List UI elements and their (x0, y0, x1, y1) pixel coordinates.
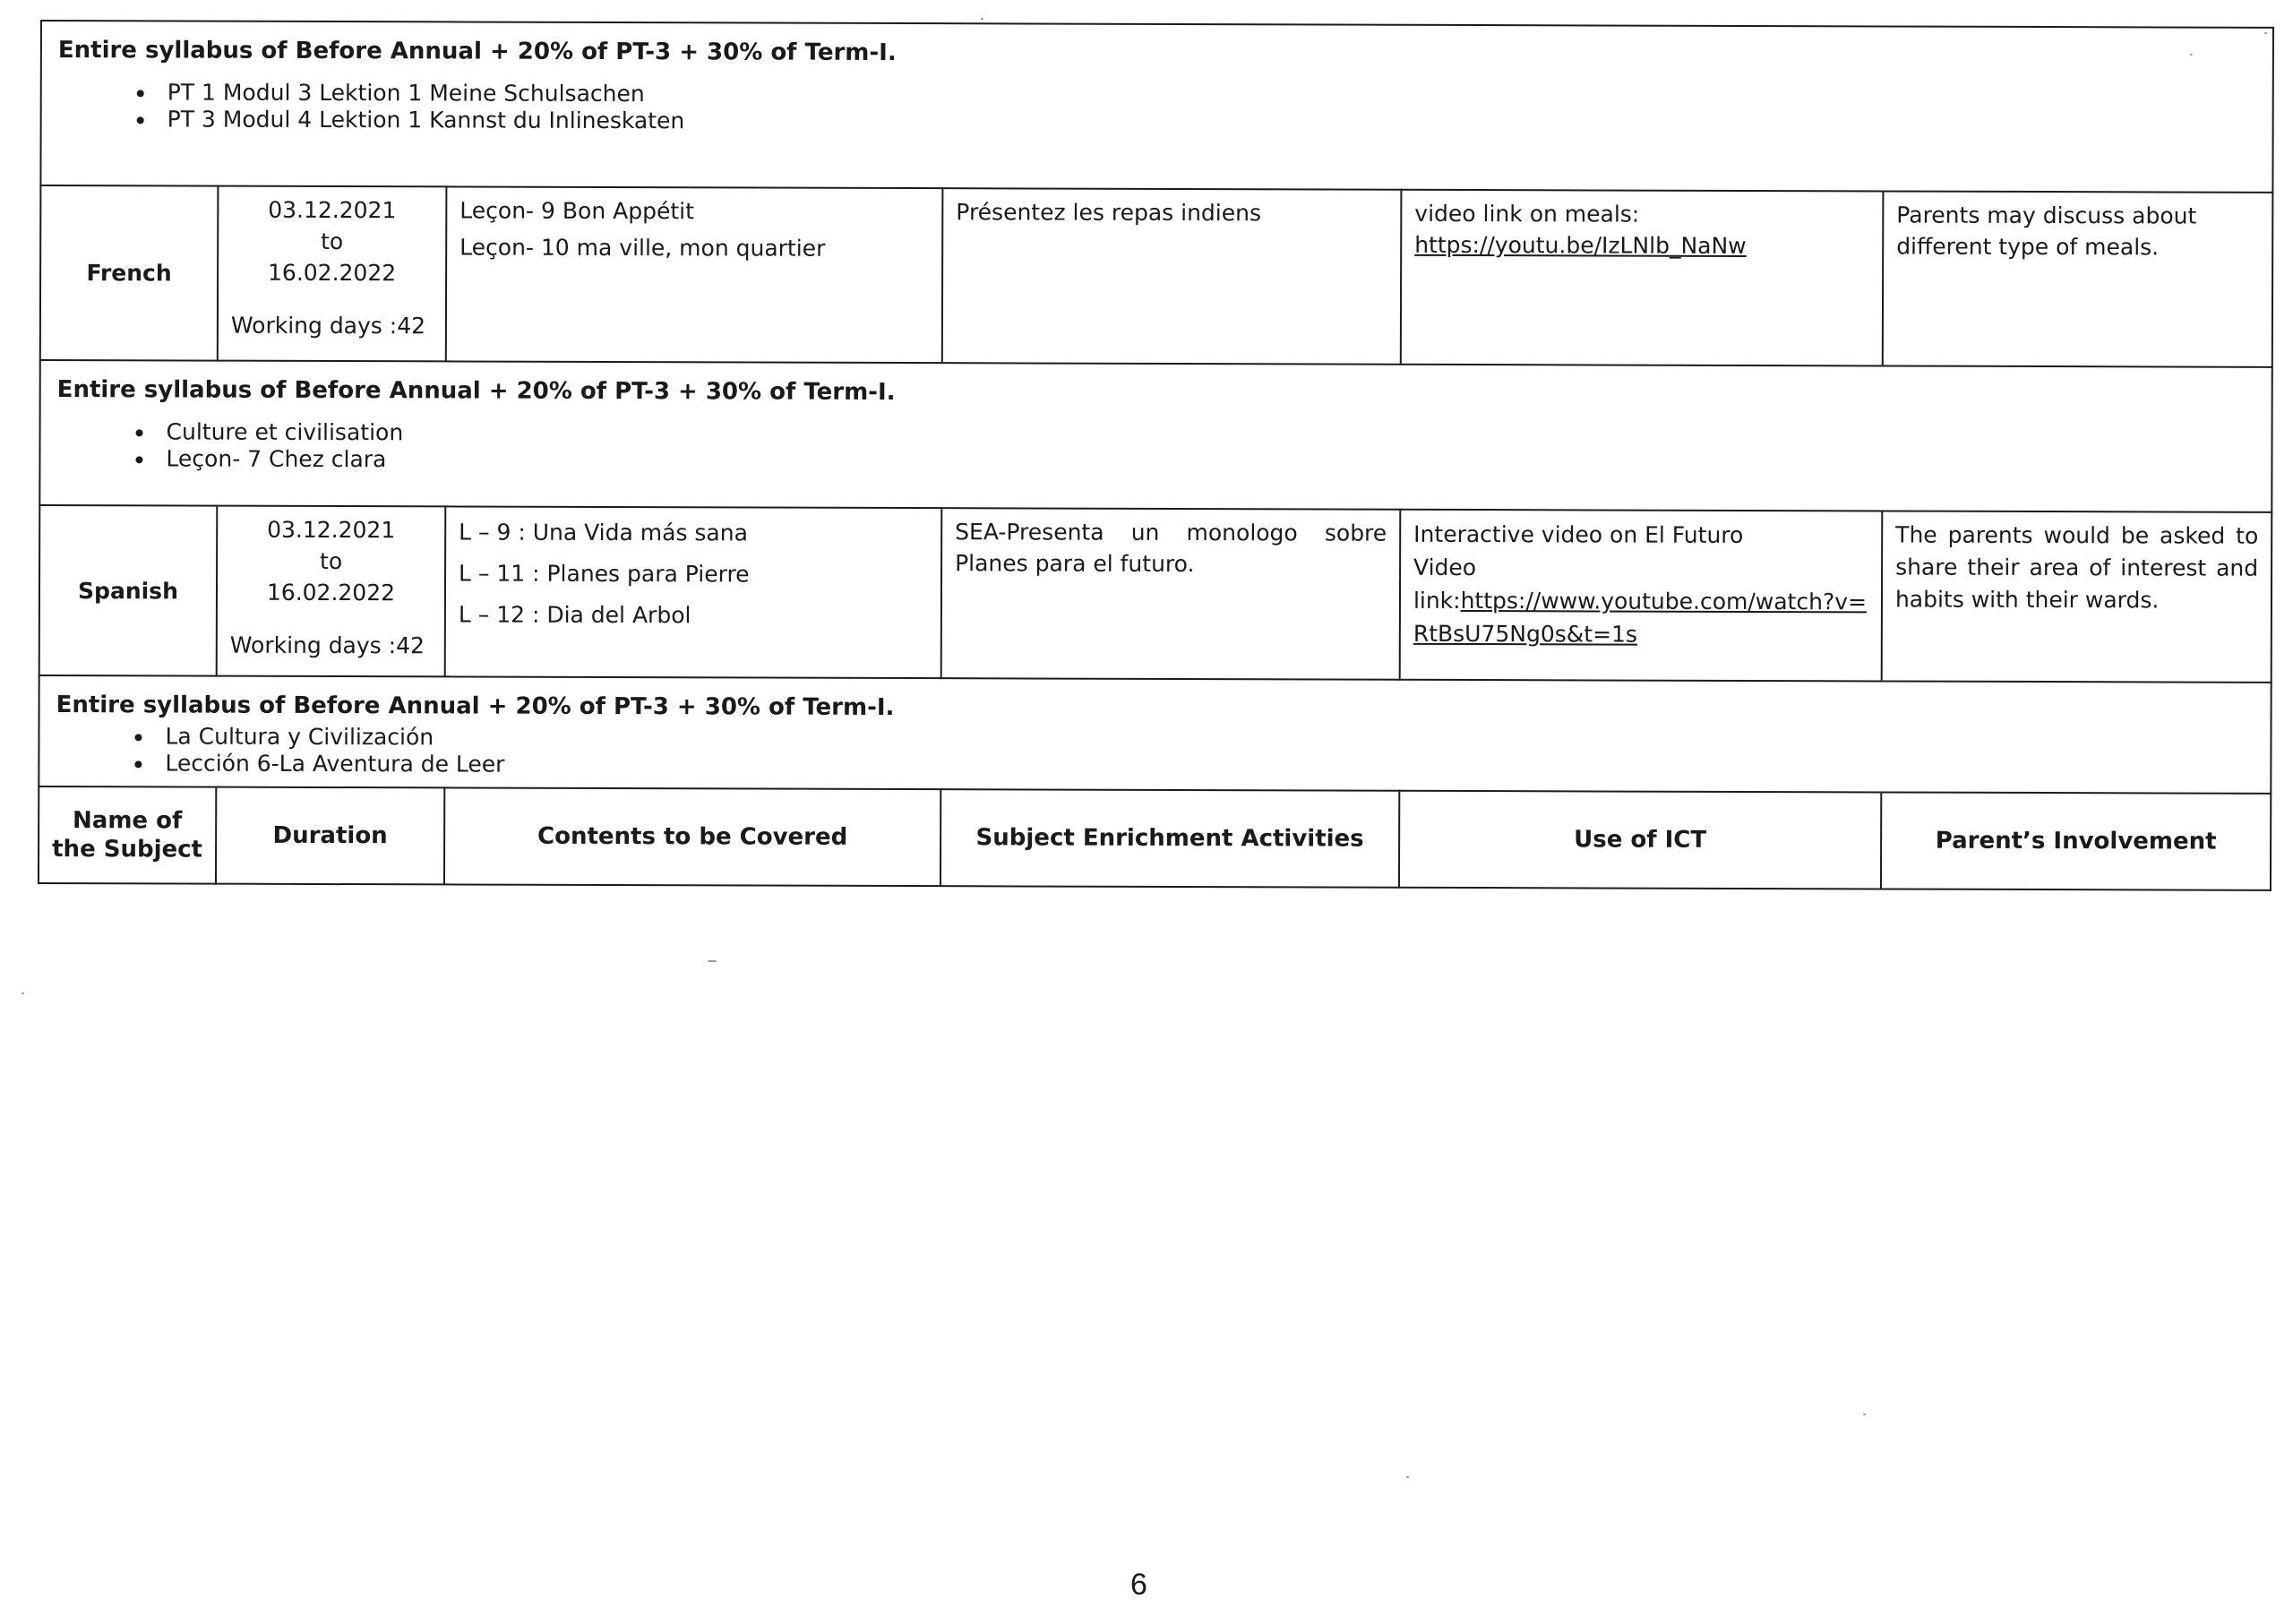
topic-item: • Leçon- 7 Chez clara (155, 445, 2254, 478)
page-number: 6 (1130, 1568, 1147, 1602)
video-link[interactable]: https://www.youtube.com/watch?v=RtBsU75Ng0s&t=1s (1413, 587, 1868, 648)
contents-cell (446, 186, 943, 363)
ict-link-prefix: link: (1413, 587, 1461, 614)
spanish-syllabus-row (39, 675, 2271, 794)
header-parents: Parent’s Involvement (1881, 792, 2271, 889)
french-syllabus-row (39, 360, 2272, 512)
parents-text: The parents would be asked to share their area of interest and habits with their wards. (1894, 521, 2259, 614)
header-enrichment: Subject Enrichment Activities (940, 789, 1399, 888)
syllabus-page (38, 20, 2272, 891)
start-date: 03.12.2021 (267, 516, 396, 544)
syllabus-title: Entire syllabus of Before Annual + 20% of PT-3 + 30% of Term-I. (57, 37, 897, 67)
ict-link-line (1413, 584, 1868, 652)
content-item: L – 11 : Planes para Pierre (459, 560, 750, 588)
german-syllabus-row (40, 21, 2273, 193)
parents-cell (1882, 511, 2272, 682)
to-word: to (321, 228, 344, 255)
scan-speck (1406, 1476, 1409, 1478)
table-header-row (39, 786, 2271, 890)
topic-list (58, 79, 2256, 140)
scan-speck (708, 960, 717, 962)
subject-name: French (40, 185, 219, 361)
header-contents: Contents to be Covered (444, 787, 940, 886)
scan-speck (1863, 1413, 1866, 1415)
syllabus-table (38, 20, 2274, 891)
subject-name: Spanish (39, 505, 218, 676)
ict-cell (1400, 510, 1883, 682)
content-item: L – 9 : Una Vida más sana (459, 519, 748, 546)
spanish-syllabus-cell (39, 675, 2271, 794)
ict-text: Interactive video on El Futuro (1413, 520, 1744, 548)
french-row (40, 185, 2273, 367)
duration-cell (218, 186, 447, 362)
working-days: Working days :42 (229, 632, 425, 659)
ict-cell (1401, 190, 1884, 366)
end-date: 16.02.2022 (267, 259, 397, 287)
syllabus-title: Entire syllabus of Before Annual + 20% of PT-3 + 30% of Term-I. (56, 376, 896, 407)
topic-item: • PT 3 Modul 4 Lektion 1 Kannst du Inlineskaten (157, 106, 2256, 139)
spanish-row (39, 505, 2272, 683)
duration-cell (217, 506, 446, 677)
topic-item: • La Cultura y Civilización (154, 723, 2254, 756)
enrichment-text: Présentez les repas indiens (956, 199, 1262, 227)
enrichment-cell (942, 188, 1402, 365)
parents-text: Parents may discuss about different type of meals. (1896, 202, 2197, 261)
header-subject: Name of the Subject (39, 786, 216, 884)
content-item: L – 12 : Dia del Arbol (458, 601, 691, 629)
topic-list (56, 418, 2254, 479)
topic-item: • PT 1 Modul 3 Lektion 1 Meine Schulsachen (157, 79, 2256, 112)
topic-item: • Culture et civilisation (156, 418, 2255, 451)
header-duration: Duration (216, 787, 444, 885)
start-date: 03.12.2021 (268, 196, 397, 224)
to-word: to (319, 547, 343, 575)
ict-text: video link on meals: (1414, 200, 1640, 228)
syllabus-title: Entire syllabus of Before Annual + 20% of PT-3 + 30% of Term-I. (56, 692, 895, 721)
content-item: Leçon- 9 Bon Appétit (459, 197, 694, 225)
ict-text: Video (1413, 554, 1477, 581)
enrichment-cell (941, 508, 1401, 680)
content-item: Leçon- 10 ma ville, mon quartier (459, 234, 826, 262)
french-syllabus-cell (39, 360, 2272, 512)
scan-speck (21, 992, 24, 994)
topic-item: • Lección 6-La Aventura de Leer (154, 750, 2254, 783)
parents-cell (1883, 191, 2273, 366)
topic-list (56, 723, 2254, 784)
video-link[interactable]: https://youtu.be/IzLNlb_NaNw (1414, 231, 1747, 259)
enrichment-text: SEA-Presenta un monologo sobre Planes para el futuro. (955, 519, 1387, 578)
contents-cell (445, 506, 942, 678)
german-syllabus-cell (40, 21, 2273, 193)
scan-speck (2190, 54, 2193, 56)
working-days: Working days :42 (230, 312, 426, 339)
header-ict: Use of ICT (1399, 791, 1881, 889)
scan-speck (2264, 32, 2267, 34)
end-date: 16.02.2022 (266, 579, 396, 606)
scan-speck (981, 18, 983, 20)
